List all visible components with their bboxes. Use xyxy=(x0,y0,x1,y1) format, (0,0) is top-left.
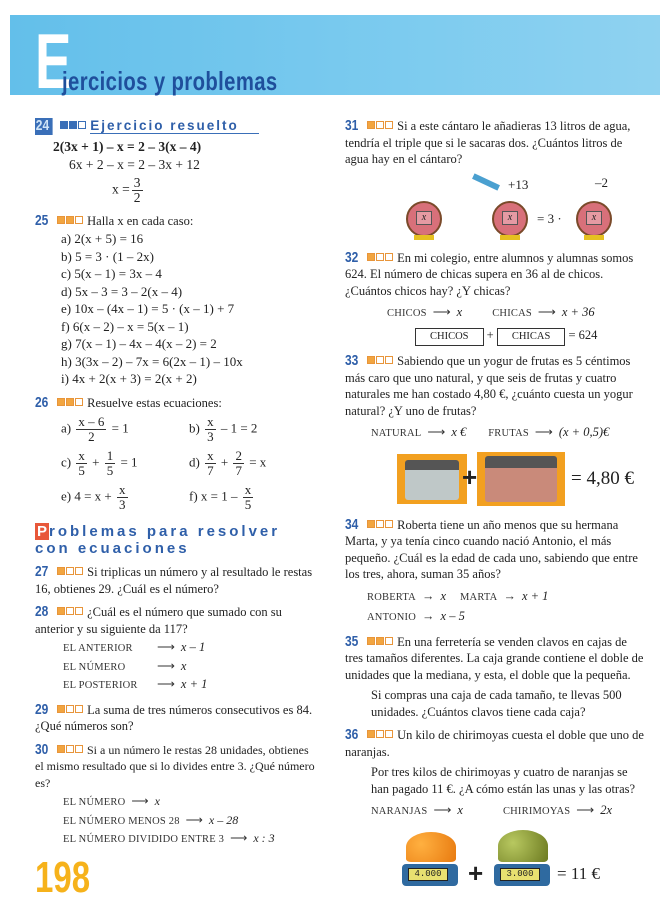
exercise-32 xyxy=(345,250,645,347)
mapping-row xyxy=(63,658,320,677)
exercise-34 xyxy=(345,517,645,627)
numerator: x xyxy=(119,482,126,497)
fraction xyxy=(233,449,244,478)
equation-text: + xyxy=(217,454,232,470)
jar-icon xyxy=(402,193,446,241)
arrow-icon: ⟶ xyxy=(157,658,175,673)
equation-text: e) 4 = x + xyxy=(61,488,116,504)
equation-text: f) x = 1 – xyxy=(189,488,241,504)
equation-item xyxy=(189,483,319,512)
plus-sign: + xyxy=(486,327,494,342)
exercise-text: La suma de tres números consecutivos es 84. ¿Qué números son? xyxy=(35,702,313,733)
exercise-text: Un kilo de chirimoyas cuesta el doble que uno de naranjas. xyxy=(345,728,644,759)
equation-result xyxy=(35,176,320,205)
mapping-value: x – 28 xyxy=(208,812,239,827)
exercise-33 xyxy=(345,353,645,443)
equation-item: a) 2(x + 5) = 16 xyxy=(61,231,144,246)
exercise-36 xyxy=(345,727,645,821)
exercise-text: Resuelve estas ecuaciones: xyxy=(87,395,222,410)
arrow-icon: ⟶ xyxy=(427,425,446,439)
arrow-icon: ⟶ xyxy=(230,831,248,845)
mapping-row xyxy=(63,639,320,658)
mapping-label: EL ANTERIOR xyxy=(63,643,133,654)
equation-item: i) 4x + 2(x + 3) = 2(x + 2) xyxy=(61,371,197,386)
oranges-icon xyxy=(406,832,456,862)
exercise-number: 30 xyxy=(35,740,49,758)
exercise-text: En mi colegio, entre alumnos y alumnas somos 624. El número de chicas supera en 36 al de chicos. ¿Cuántos chicos hay? ¿Y chicas? xyxy=(345,250,634,298)
exercise-text: Si a este cántaro le añadieras 13 litros de agua, tendría el triple que si le sacaras dos. ¿Cuántos litros de agua hay en el cántaro? xyxy=(345,119,631,166)
mapping-row xyxy=(63,676,320,695)
mapping-label: EL NÚMERO DIVIDIDO ENTRE 3 xyxy=(63,834,225,845)
fraction xyxy=(76,415,106,444)
exercise-text: En una ferretería se venden clavos en cajas de tres tamaños diferentes. La caja grande contiene el doble de unidades que la mediana, y esta, el doble que la pequeña. xyxy=(345,634,644,682)
mapping-value: 2x xyxy=(600,803,613,817)
jar-label: x xyxy=(586,211,602,225)
numerator: 2 xyxy=(235,448,242,463)
equation-item xyxy=(61,483,189,512)
exercise-28 xyxy=(35,604,320,695)
mapping-value: x xyxy=(154,794,160,808)
equation-item: f) 6(x – 2) – x = 5(x – 1) xyxy=(61,318,189,334)
water-hose-icon xyxy=(472,173,500,190)
arrow-icon: → xyxy=(421,588,435,603)
denominator: 5 xyxy=(78,463,85,478)
fraction xyxy=(105,449,116,478)
jar-icon xyxy=(488,193,532,241)
exercise-26 xyxy=(35,395,320,513)
header-initial: E xyxy=(35,17,72,105)
mapping-label: ANTONIO xyxy=(367,612,417,623)
exercise-text-2: Si compras una caja de cada tamaño, te llevas 500 unidades. ¿Cuántos clavos tiene cada caja? xyxy=(371,688,622,719)
arrow-icon: ⟶ xyxy=(432,305,451,319)
arrow-icon: ⟶ xyxy=(537,305,556,319)
jar-label: x xyxy=(502,211,518,225)
equation-line: 6x + 2 – x = 2 – 3x + 12 xyxy=(69,157,200,172)
natural-yogurt-pack-icon xyxy=(405,460,459,500)
scale-icon xyxy=(402,864,458,886)
exercise-number: 33 xyxy=(345,352,359,369)
arrow-icon: ⟶ xyxy=(185,812,203,827)
exercise-31 xyxy=(345,118,645,168)
jar-icon xyxy=(572,193,616,241)
worked-example-label: Ejercicio resuelto xyxy=(90,118,259,134)
denominator: 5 xyxy=(106,463,114,478)
equation-item: g) 7(x – 1) – 4x – 4(x – 2) = 2 xyxy=(61,336,217,351)
exercise-text: Si a un número le restas 28 unidades, obtienes el mismo resultado que si lo divides entre 3. ¿Qué número es? xyxy=(35,742,315,790)
fraction xyxy=(205,449,216,478)
arrow-icon: → xyxy=(422,609,435,623)
remove-amount: –2 xyxy=(595,174,608,190)
equation-text: = 1 xyxy=(108,420,129,436)
exercise-text: Roberta tiene un año menos que su hermana Marta, y ya tenía cinco cuando nació Antonio, el más pequeño. ¿Cuál es la edad de cada uno, sabiendo que entre los tres, ahora, suman 35 años? xyxy=(345,517,638,581)
result-lhs: x = xyxy=(112,181,130,197)
total: = 11 € xyxy=(557,863,600,883)
fraction xyxy=(243,483,254,512)
section-title-line2: con ecuaciones xyxy=(35,540,190,557)
exercise-number: 29 xyxy=(35,700,49,718)
numerator: 1 xyxy=(106,448,114,463)
fraction xyxy=(205,415,216,444)
fraction xyxy=(117,483,128,512)
scale-icon xyxy=(494,864,550,886)
arrow-icon: ⟶ xyxy=(157,677,175,691)
exercise-number: 32 xyxy=(345,248,359,266)
exercise-24 xyxy=(35,118,320,205)
mapping-row xyxy=(371,802,463,821)
mapping-value: x xyxy=(457,803,463,817)
scale-display: 4.000 xyxy=(408,868,448,881)
equation-item xyxy=(189,415,319,444)
mapping-label: FRUTAS xyxy=(488,428,529,439)
page-number: 198 xyxy=(35,852,91,902)
denominator: 3 xyxy=(207,429,214,444)
mapping-row xyxy=(63,830,320,849)
equation-item xyxy=(61,415,189,444)
equation-item: e) 10x – (4x – 1) = 5 · (x – 1) + 7 xyxy=(61,301,235,316)
mapping-label: CHIRIMOYAS xyxy=(502,806,571,817)
plus-sign: + xyxy=(468,857,484,888)
denominator: 2 xyxy=(133,189,141,205)
box-chicas: CHICAS xyxy=(497,328,566,347)
mapping-label: NARANJAS xyxy=(371,806,428,817)
mapping-row xyxy=(63,812,320,831)
exercise-number: 28 xyxy=(35,603,49,620)
denominator: 2 xyxy=(88,429,95,444)
right-column xyxy=(345,118,645,894)
mapping-label: EL NÚMERO xyxy=(63,797,126,808)
mapping-row xyxy=(503,802,612,821)
section-title xyxy=(35,523,320,557)
numerator: 3 xyxy=(133,174,141,190)
exercise-text: Halla x en cada caso: xyxy=(87,213,194,228)
exercise-number: 26 xyxy=(35,393,49,411)
section-initial: P xyxy=(37,523,48,540)
exercise-number: 36 xyxy=(345,726,359,743)
numerator: x xyxy=(207,448,214,463)
total: = 624 xyxy=(568,327,598,342)
equation-item: d) 5x – 3 = 3 – 2(x – 4) xyxy=(61,283,183,299)
exercise-number: 24 xyxy=(35,118,53,135)
exercise-number: 35 xyxy=(345,632,359,650)
yogurt-illustration xyxy=(345,450,645,510)
scale-display: 3.000 xyxy=(500,868,540,881)
mapping-label: ROBERTA xyxy=(367,591,416,603)
mapping-value: (x + 0,5)€ xyxy=(558,425,610,439)
equation-text: = 1 xyxy=(117,454,138,470)
jar-label: x xyxy=(416,211,432,225)
scales-illustration xyxy=(345,828,645,894)
mapping-value: x € xyxy=(451,425,467,439)
mapping-value: x xyxy=(180,658,187,673)
arrow-icon: ⟶ xyxy=(433,803,452,817)
jars-illustration xyxy=(345,175,645,243)
equation-text: b) xyxy=(189,420,204,436)
page-title: jercicios y problemas xyxy=(62,66,278,96)
mapping-value: x xyxy=(440,588,446,603)
mapping-label: EL NÚMERO xyxy=(63,661,126,673)
exercise-text: ¿Cuál es el número que sumado con su anterior y su siguiente da 117? xyxy=(35,605,282,636)
exercise-number: 31 xyxy=(345,117,359,134)
mapping-row xyxy=(371,424,466,443)
numerator: x xyxy=(207,414,214,429)
numerator: x xyxy=(244,482,252,497)
equation-line: 2(3x + 1) – x = 2 – 3(x – 4) xyxy=(53,138,202,154)
numerator: x – 6 xyxy=(78,414,105,429)
plus-sign: + xyxy=(462,461,478,492)
exercise-text-2: Por tres kilos de chirimoyas y cuatro de naranjas se han pagado 11 €. ¿A cómo están las unas y las otras? xyxy=(371,765,636,796)
exercise-number: 25 xyxy=(35,211,49,229)
box-chicos: CHICOS xyxy=(415,328,484,347)
mapping-row xyxy=(63,793,320,812)
exercise-30 xyxy=(35,742,320,849)
equation-text: d) xyxy=(189,454,204,470)
equation-item xyxy=(189,449,319,478)
fruit-yogurt-pack-icon xyxy=(485,456,557,502)
exercise-35 xyxy=(345,634,645,721)
mapping-label: EL POSTERIOR xyxy=(63,680,138,691)
exercise-25 xyxy=(35,212,320,388)
equation-item: c) 5(x – 1) = 3x – 4 xyxy=(61,266,162,281)
add-amount: +13 xyxy=(508,176,529,192)
mapping-value: x + 1 xyxy=(521,588,549,603)
equation-text: – 1 = 2 xyxy=(217,420,258,436)
mapping-row xyxy=(367,588,446,607)
equation-times: = 3 · xyxy=(537,210,562,226)
total: = 4,80 € xyxy=(571,467,634,489)
mapping-label: CHICOS xyxy=(387,308,427,319)
mapping-label: EL NÚMERO MENOS 28 xyxy=(63,815,180,827)
equation-text: + xyxy=(88,454,103,470)
mapping-row xyxy=(460,588,548,607)
mapping-value: x + 36 xyxy=(561,305,595,319)
arrow-icon: ⟶ xyxy=(576,803,595,817)
mapping-value: x – 5 xyxy=(440,609,465,623)
numerator: x xyxy=(78,448,85,463)
denominator: 3 xyxy=(119,497,126,512)
denominator: 5 xyxy=(244,497,252,512)
exercise-27 xyxy=(35,564,320,597)
arrow-icon: ⟶ xyxy=(157,640,175,654)
denominator: 7 xyxy=(207,463,214,478)
custard-apples-icon xyxy=(498,830,548,862)
exercise-29 xyxy=(35,702,320,735)
mapping-value: x : 3 xyxy=(253,831,275,845)
mapping-row xyxy=(367,608,465,627)
exercise-text: Si triplicas un número y al resultado le restas 16, obtienes 29. ¿Cuál es el número? xyxy=(35,565,313,596)
exercise-number: 34 xyxy=(345,515,359,533)
mapping-value: x xyxy=(456,305,463,319)
mapping-label: CHICAS xyxy=(492,308,532,319)
mapping-row xyxy=(492,304,594,323)
equation-text: a) xyxy=(61,420,75,436)
fraction xyxy=(76,449,87,478)
mapping-row xyxy=(387,304,462,323)
mapping-row xyxy=(488,424,609,443)
section-title-line1: roblemas para resolver xyxy=(49,523,281,540)
arrow-icon: ⟶ xyxy=(534,425,553,439)
arrow-icon: → xyxy=(503,588,516,603)
equation-item: b) 5 = 3 · (1 – 2x) xyxy=(61,248,154,264)
mapping-label: NATURAL xyxy=(371,428,422,439)
denominator: 7 xyxy=(235,463,242,478)
equation-item xyxy=(61,449,189,478)
arrow-icon: ⟶ xyxy=(131,794,149,808)
equation-item: h) 3(3x – 2) – 7x = 6(2x – 1) – 10x xyxy=(61,353,243,369)
mapping-value: x + 1 xyxy=(180,677,208,691)
exercise-text: Sabiendo que un yogur de frutas es 5 céntimos más caro que uno natural, y que seis de frutas y cuatro naturales me han costado 4,80 €, ¿cuánto cuesta un yogur natural? ¿Y uno de frutas? xyxy=(345,354,633,418)
exercise-number: 27 xyxy=(35,563,49,580)
equation-text: c) xyxy=(61,454,75,470)
left-column xyxy=(35,118,320,900)
mapping-label: MARTA xyxy=(460,591,498,603)
equation-text: = x xyxy=(245,454,267,470)
equation-boxes xyxy=(345,327,645,347)
mapping-value: x – 1 xyxy=(180,640,206,654)
